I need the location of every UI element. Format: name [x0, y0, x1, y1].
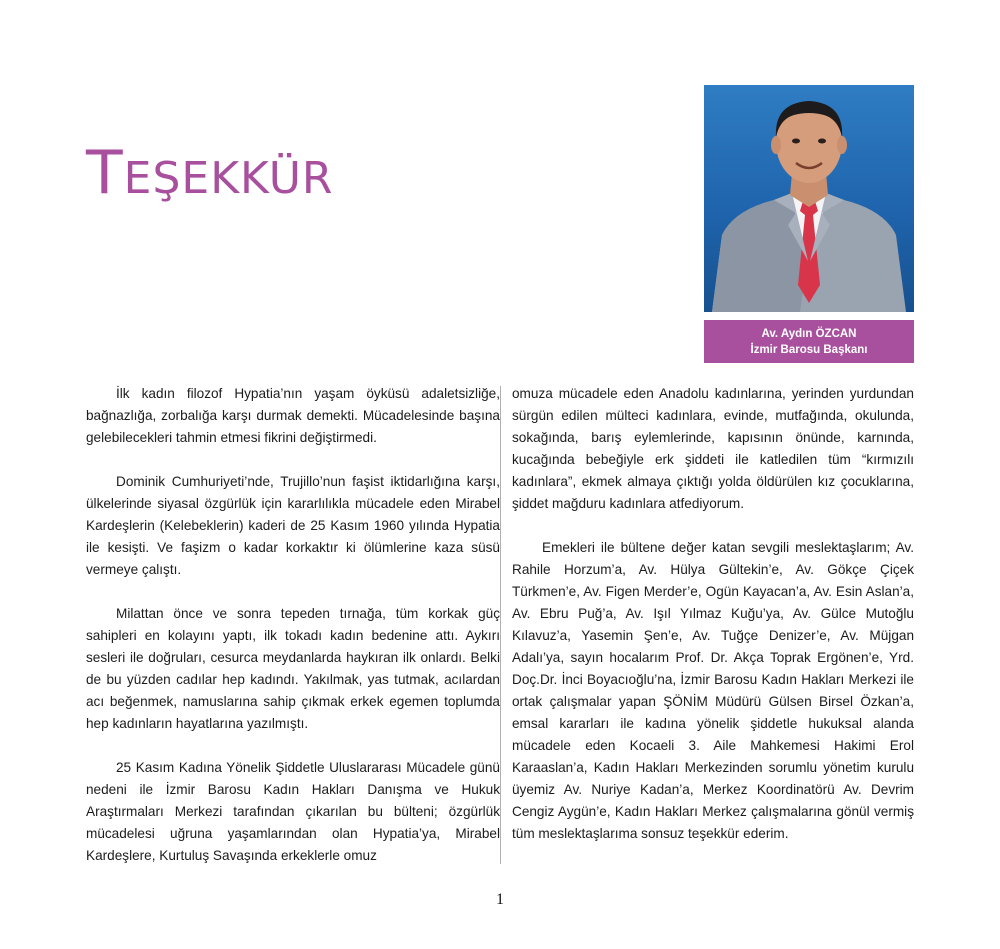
right-text-column	[512, 383, 914, 867]
paragraph: omuza mücadele eden Anadolu kadınlarına, yerinden yurdundan sürgün edilen mülteci kadınlara, evinde, mutfağında, okulunda, sokağında, barış eylemlerinde, kapısının önünde, karnında, kucağında bebeğiyle erk şiddeti ile katledilen tüm “kırmızılı kadınlara”, ekmek almaya çıktığı yolda öldürülen kız çocuklarına, şiddet mağduru kadınlara atfediyorum.	[512, 386, 914, 511]
page-title	[86, 138, 334, 208]
paragraph: 25 Kasım Kadına Yönelik Şiddetle Uluslararası Mücadele günü nedeni ile İzmir Barosu Kadın Hakları Danışma ve Hukuk Araştırmaları Merkezi tarafından çıkarılan bu bülteni; özgürlük mücadelesi uğruna yaşamlarından olan Hypatia’ya, Mirabel Kardeşlere, Kurtuluş Savaşında erkeklerle omuz	[86, 760, 500, 863]
left-text-column	[86, 383, 500, 889]
caption-name: Av. Aydın ÖZCAN	[761, 327, 857, 340]
portrait-photo	[704, 85, 914, 312]
photo-caption	[704, 320, 914, 363]
column-divider	[500, 386, 501, 864]
caption-role: İzmir Barosu Başkanı	[750, 343, 868, 356]
title-rest: EŞEKKÜR	[123, 153, 334, 204]
paragraph: Dominik Cumhuriyeti’nde, Trujillo’nun faşist iktidarlığına karşı, ülkelerinde siyasal özgürlük için kararlılıkla mücadele eden Mirabel Kardeşlerin (Kelebeklerin) kaderi de 25 Kasım 1960 yılında Hypatia ile kesişti. Ve faşizm o kadar korkaktır ki ölümlerine kaza süsü vermeye çalıştı.	[86, 474, 500, 577]
paragraph: Emekleri ile bültene değer katan sevgili meslektaşlarım; Av. Rahile Horzum’a, Av. Hülya Gültekin’e, Av. Gökçe Çiçek Türkmen’e, Av. Figen Merder’e, Ogün Kayacan’a, Av. Esin Aslan’a, Av. Ebru Puğ’a, Av. Işıl Yılmaz Kuğu’ya, Av. Gülce Mutoğlu Kılavuz’a, Yasemin Şen’e, Av. Tuğçe Denizer’e, Av. Müjgan Adalı’ya, sayın hocalarım Prof. Dr. Akça Toprak Ergönen’e, Yrd. Doç.Dr. İnci Boyacıoğlu’na, İzmir Barosu Kadın Hakları Merkezi ile ortak çalışmalar yapan ŞÖNİM Müdürü Gülsen Birsel Özkan’a, emsal kararları ile kadına yönelik şiddetle hukuksal alanda mücadele eden Kocaeli 3. Aile Mahkemesi Hakimi Erol Karaaslan’a, Kadın Hakları Merkezinden sorumlu yönetim kurulu üyemiz Av. Nuriye Kadan’a, Merkez Koordinatörü Av. Devrim Cengiz Aygün’e, Kadın Hakları Merkez çalışmalarına gönül vermiş tüm meslektaşlarıma sonsuz teşekkür ederim.	[512, 540, 914, 841]
portrait-man-suit-icon	[704, 85, 914, 312]
paragraph: İlk kadın filozof Hypatia’nın yaşam öyküsü adaletsizliğe, bağnazlığa, zorbalığa karşı durmak demekti. Mücadelesinde başına gelebilecekleri tahmin etmesi fikrini değiştirmedi.	[86, 386, 500, 445]
title-initial: T	[86, 138, 124, 208]
page-number: 1	[496, 891, 504, 908]
paragraph: Milattan önce ve sonra tepeden tırnağa, tüm korkak güç sahipleri en kolayını yaptı, ilk tokadı kadın bedenine attı. Aykırı sesleri ile doğruları, cesurca meydanlarda haykıran ilk onlardı. Belki de bu yüzden cadılar hep kadındı. Yakılmak, yas tutmak, acılardan acı beğenmek, namuslarına sahip çıkmak erkek egemen toplumda hep kadınların hayatlarına yazılmıştı.	[86, 606, 500, 731]
